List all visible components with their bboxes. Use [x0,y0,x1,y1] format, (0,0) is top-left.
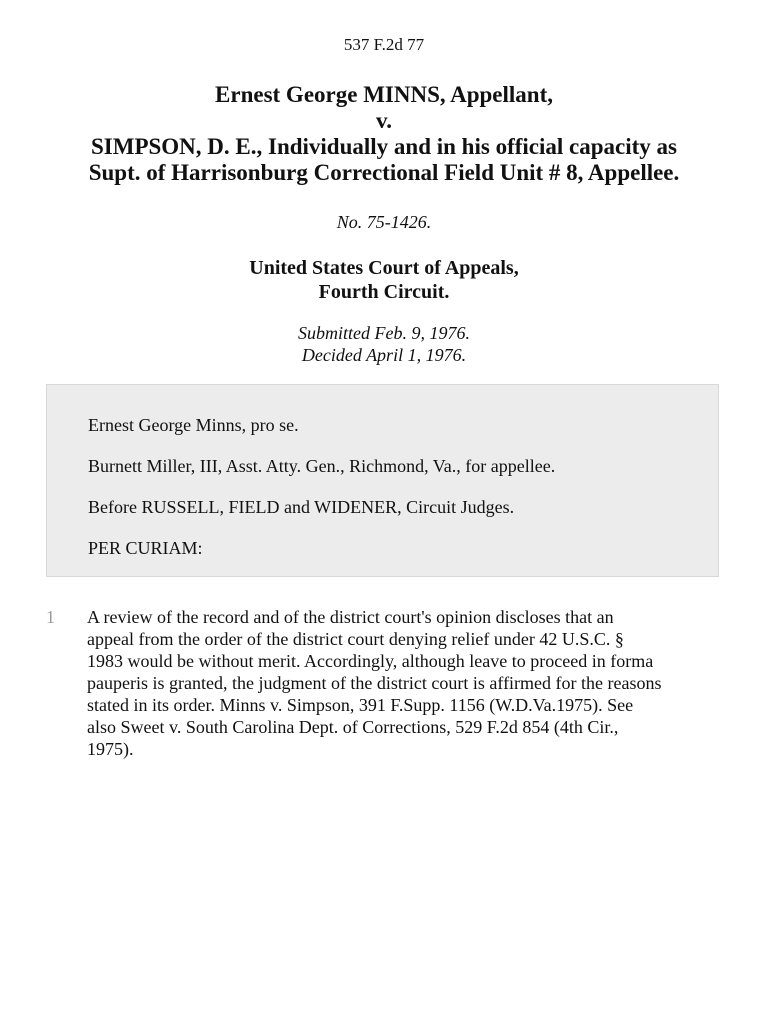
opinion-line: appeal from the order of the district court denying relief under 42 U.S.C. § [87,629,624,649]
opinion-line: A review of the record and of the district court's opinion discloses that an [87,607,614,627]
court-name [0,256,768,304]
case-caption [0,82,768,186]
caption-appellee-line-2: Supt. of Harrisonburg Correctional Field Unit # 8, Appellee. [88,160,680,185]
opinion-line: 1983 would be without merit. Accordingly, although leave to proceed in forma [87,651,654,671]
opinion-line: pauperis is granted, the judgment of the district court is affirmed for the reasons [87,673,662,693]
opinion-paragraph [87,606,727,760]
judicial-panel: Before RUSSELL, FIELD and WIDENER, Circuit Judges. [88,497,515,517]
opinion-line: 1975). [87,739,134,759]
case-dates [0,322,768,366]
case-header-box [46,384,719,577]
court-name-line-2: Fourth Circuit. [318,281,450,303]
paragraph-number: 1 [46,607,55,627]
caption-appellant: Ernest George MINNS, Appellant, [215,82,553,107]
opinion-line: stated in its order. Minns v. Simpson, 391 F.Supp. 1156 (W.D.Va.1975). See [87,695,634,715]
opinion-author: PER CURIAM: [88,538,203,558]
appellee-counsel: Burnett Miller, III, Asst. Atty. Gen., Richmond, Va., for appellee. [88,456,556,476]
court-name-line-1: United States Court of Appeals, [249,257,519,279]
docket-number: No. 75-1426. [336,212,432,232]
caption-versus: v. [376,108,392,133]
caption-appellee-line-1: SIMPSON, D. E., Individually and in his official capacity as [91,134,677,159]
reporter-citation: 537 F.2d 77 [343,35,425,54]
submitted-date: Submitted Feb. 9, 1976. [298,323,470,343]
decided-date: Decided April 1, 1976. [301,345,467,365]
appellant-counsel: Ernest George Minns, pro se. [88,415,299,435]
opinion-line: also Sweet v. South Carolina Dept. of Corrections, 529 F.2d 854 (4th Cir., [87,717,619,737]
